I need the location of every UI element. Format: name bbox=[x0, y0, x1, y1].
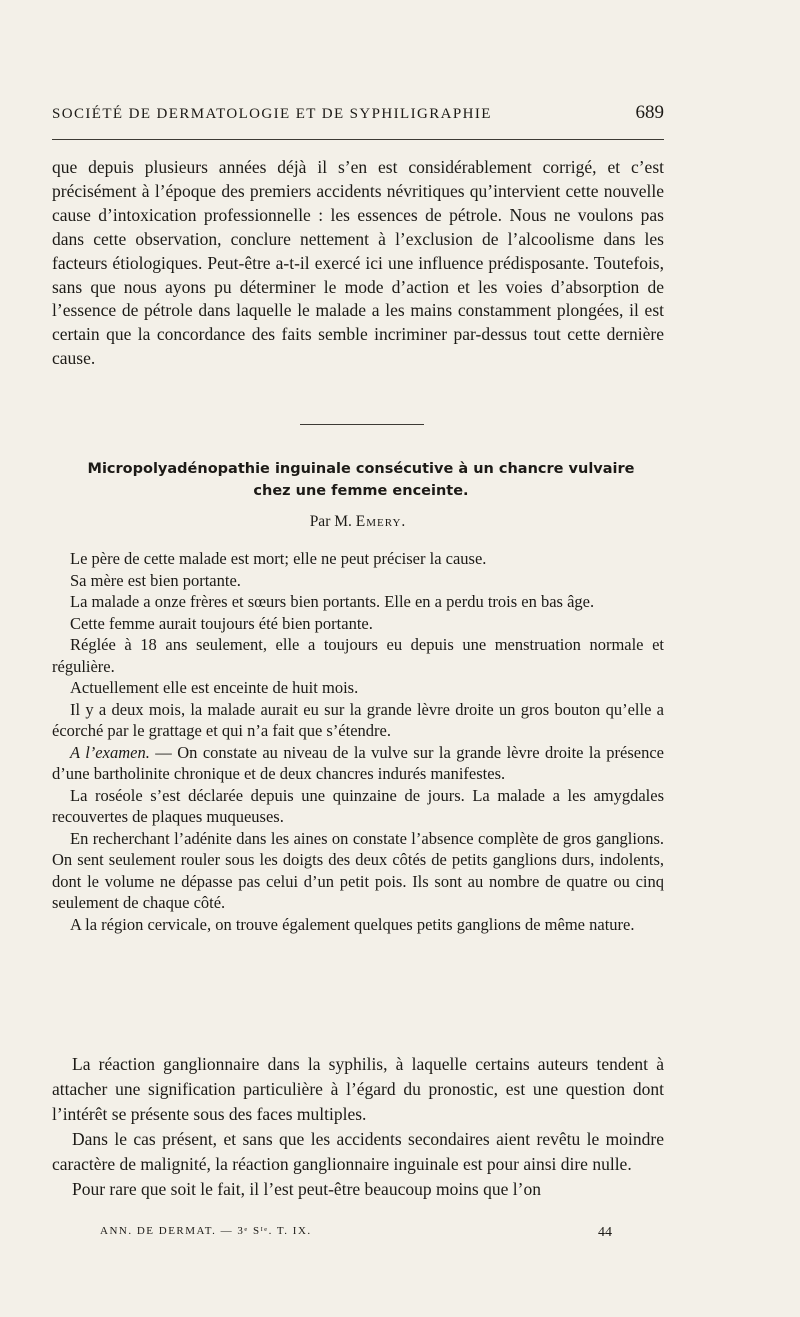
case-paragraph: La roséole s’est déclarée depuis une quinzaine de jours. La malade a les amygdales recouvertes de plaques muqueuses. bbox=[52, 785, 664, 826]
article-title-line-2: chez une femme enceinte. bbox=[253, 483, 469, 499]
examination-text: — On constate au niveau de la vulve sur la grande lèvre droite la présence d’une bartholinite chronique et de deux chancres indurés manifestes. bbox=[52, 742, 665, 783]
examination-paragraph bbox=[52, 742, 664, 785]
discussion-paragraph: Dans le cas présent, et sans que les accidents secondaires aient revêtu le moindre caractère de malignité, la réaction ganglionnaire inguinale est pour ainsi dire nulle. bbox=[52, 1129, 664, 1174]
case-paragraph: La malade a onze frères et sœurs bien portants. Elle en a perdu trois en bas âge. bbox=[70, 592, 595, 611]
article-title bbox=[52, 458, 670, 502]
discussion-paragraph: Pour rare que soit le fait, il l’est peut-être beaucoup moins que l’on bbox=[72, 1179, 541, 1199]
case-paragraph: Cette femme aurait toujours été bien portante. bbox=[70, 613, 373, 633]
case-report bbox=[52, 548, 664, 935]
case-paragraph: Réglée à 18 ans seulement, elle a toujours eu depuis une menstruation normale et régulière. bbox=[52, 635, 664, 676]
case-paragraph: Actuellement elle est enceinte de huit mois. bbox=[70, 678, 359, 697]
byline-prefix: Par M. bbox=[309, 513, 352, 530]
case-paragraph: Le père de cette malade est mort; elle ne peut préciser la cause. bbox=[70, 549, 487, 568]
page-footer bbox=[100, 1225, 612, 1241]
section-separator bbox=[300, 424, 424, 425]
journal-reference: ANN. DE DERMAT. — 3ᵉ Sᴵᵉ. T. IX. bbox=[100, 1225, 312, 1237]
header-rule bbox=[52, 139, 664, 140]
discussion-paragraph: La réaction ganglionnaire dans la syphilis, à laquelle certains auteurs tendent à attacher une signification particulière à l’égard du pronostic, est une question dont l’intérêt se présente sous des faces multiples. bbox=[52, 1054, 664, 1124]
article-title-line-1: Micropolyadénopathie inguinale consécutive à un chancre vulvaire bbox=[87, 461, 635, 477]
running-head bbox=[52, 102, 664, 124]
case-paragraph: Il y a deux mois, la malade aurait eu sur la grande lèvre droite un gros bouton qu’elle a écorché par le grattage et qui n’a fait que s’étendre. bbox=[52, 699, 664, 740]
signature-mark: 44 bbox=[598, 1225, 612, 1240]
byline bbox=[52, 513, 664, 531]
discussion bbox=[52, 1052, 664, 1202]
opening-paragraph: que depuis plusieurs années déjà il s’en est considérablement corrigé, et c’est précisément à l’époque des premiers accidents névritiques qu’intervient cette nouvelle cause d’intoxication professionnelle : les essences de pétrole. Nous ne voulons pas dans cette observation, conclure nettement à l’exclusion de l’alcoolisme dans les facteurs étiologiques. Peut-être a-t-il exercé ici une influence prédisposante. Toutefois, sans que nous ayons pu déterminer le mode d’action et les voies d’absorption de l’essence de pétrole dans laquelle le malade a les mains constamment plongées, il est certain que la concordance des faits semble incriminer par-dessus tout cette dernière cause. bbox=[52, 157, 664, 369]
running-title: SOCIÉTÉ DE DERMATOLOGIE ET DE SYPHILIGRAPHIE bbox=[52, 106, 492, 122]
case-paragraph: En recherchant l’adénite dans les aines on constate l’absence complète de gros ganglions. On sent seulement rouler sous les doigts des deux côtés de petits ganglions durs, indolents, dont le volume ne dépasse pas celui d’un petit pois. Ils sont au nombre de quatre ou cinq seulement de chaque côté. bbox=[52, 828, 664, 912]
examination-lead: A l’examen. bbox=[70, 742, 150, 762]
author-name: Emery. bbox=[355, 513, 407, 530]
case-paragraph: A la région cervicale, on trouve également quelques petits ganglions de même nature. bbox=[70, 914, 635, 934]
case-paragraph: Sa mère est bien portante. bbox=[70, 570, 241, 590]
page-number: 689 bbox=[635, 102, 664, 123]
